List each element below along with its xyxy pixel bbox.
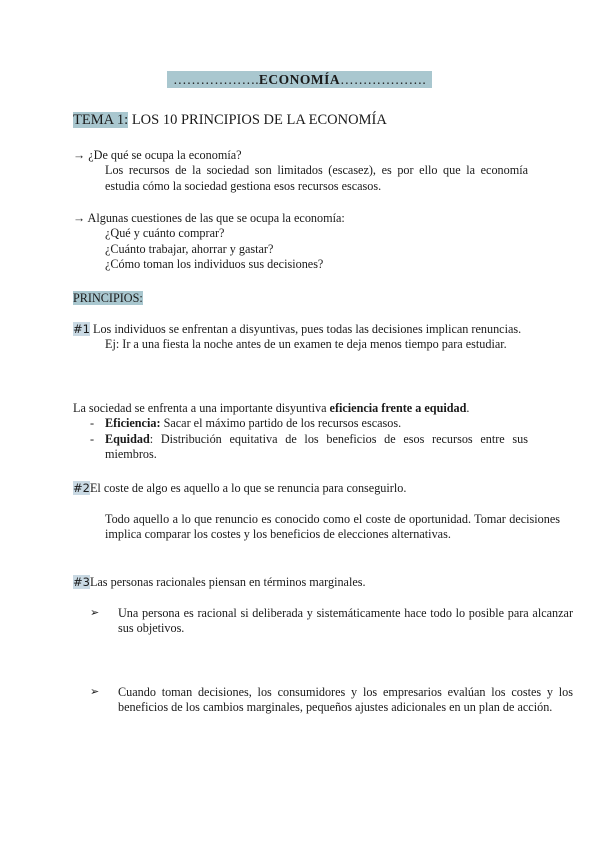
- question-2-text: Algunas cuestiones de las que se ocupa la economía:: [85, 211, 345, 225]
- disyuntiva-list: [73, 416, 528, 462]
- arrowhead-bullet-icon: ➢: [90, 685, 100, 698]
- principios-heading: PRINCIPIOS:: [73, 291, 143, 305]
- title-text: ECONOMÍA: [258, 72, 341, 87]
- tema-heading: [73, 111, 528, 129]
- arrow-icon: →: [73, 211, 86, 225]
- principle-1-example: Ej: Ir a una fiesta la noche antes de un examen te deja menos tiempo para estudiar.: [105, 337, 507, 352]
- question-2: [73, 211, 528, 226]
- disyuntiva-block: [73, 401, 528, 463]
- dash-bullet: -: [90, 431, 95, 446]
- title-dots-left: ……………….: [173, 72, 259, 87]
- list-item-term: Equidad: [105, 431, 150, 446]
- question-1: [73, 148, 528, 163]
- question-1-text: ¿De qué se ocupa la economía?: [85, 148, 242, 162]
- principle-3-text: Las personas racionales piensan en términos marginales.: [89, 575, 366, 589]
- principios-heading-row: [73, 291, 528, 306]
- question-2-item: ¿Cuánto trabajar, ahorrar y gastar?: [105, 241, 274, 256]
- disyuntiva-intro-row: [73, 401, 528, 416]
- principle-2: [73, 481, 528, 496]
- document-title: [167, 71, 432, 88]
- question-block-2: [73, 211, 528, 273]
- question-2-item: ¿Cómo toman los individuos sus decisiones?: [105, 257, 324, 272]
- principle-1-number: #1: [73, 322, 90, 336]
- principle-3-number: #3: [73, 575, 90, 589]
- dash-bullet: -: [90, 416, 95, 431]
- principle-2-detail: Todo aquello a lo que renuncio es conocido como el coste de oportunidad. Tomar decisiones implica comparar los costes y los beneficios de elecciones alternativas.: [105, 512, 560, 542]
- disyuntiva-end: .: [466, 401, 470, 415]
- title-dots-right: ……………….: [340, 72, 426, 87]
- arrow-icon: →: [73, 148, 86, 162]
- tema-text: LOS 10 PRINCIPIOS DE LA ECONOMÍA: [128, 112, 387, 128]
- list-item-text: : Distribución equitativa de los beneficios de esos recursos entre sus miembros.: [105, 431, 528, 462]
- principle-3-bullet-text: Una persona es racional si deliberada y sistemáticamente hace todo lo posible para alcanzar sus objetivos.: [118, 606, 573, 636]
- question-block-1: [73, 148, 528, 194]
- disyuntiva-intro: La sociedad se enfrenta a una importante disyuntiva: [73, 401, 330, 415]
- tema-label: TEMA 1:: [73, 112, 129, 128]
- question-1-answer: Los recursos de la sociedad son limitados (escasez), es por ello que la economía estudia cómo la sociedad gestiona esos recursos escasos.: [105, 163, 528, 193]
- principle-1-text-row: [73, 322, 528, 337]
- principle-1: [73, 322, 528, 353]
- list-item-text: Sacar el máximo partido de los recursos escasos.: [160, 416, 402, 431]
- disyuntiva-bold: eficiencia frente a equidad: [329, 401, 467, 415]
- principle-2-number: #2: [73, 481, 90, 495]
- list-item: [73, 416, 528, 431]
- question-2-item: ¿Qué y cuánto comprar?: [105, 226, 225, 241]
- principle-3: [73, 575, 528, 590]
- principle-3-bullet: [73, 685, 573, 716]
- principle-3-bullet-text: Cuando toman decisiones, los consumidores y los empresarios evalúan los costes y los beneficios de los cambios marginales, pequeños ajustes adicionales en un plan de acción.: [118, 684, 573, 715]
- principle-1-text: Los individuos se enfrentan a disyuntivas, pues todas las decisiones implican renuncias.: [89, 322, 522, 336]
- list-item: [73, 432, 528, 463]
- list-item-term: Eficiencia:: [105, 416, 161, 431]
- arrowhead-bullet-icon: ➢: [90, 607, 100, 619]
- principle-3-bullet: [73, 606, 573, 637]
- principle-2-text: El coste de algo es aquello a lo que se renuncia para conseguirlo.: [89, 481, 407, 495]
